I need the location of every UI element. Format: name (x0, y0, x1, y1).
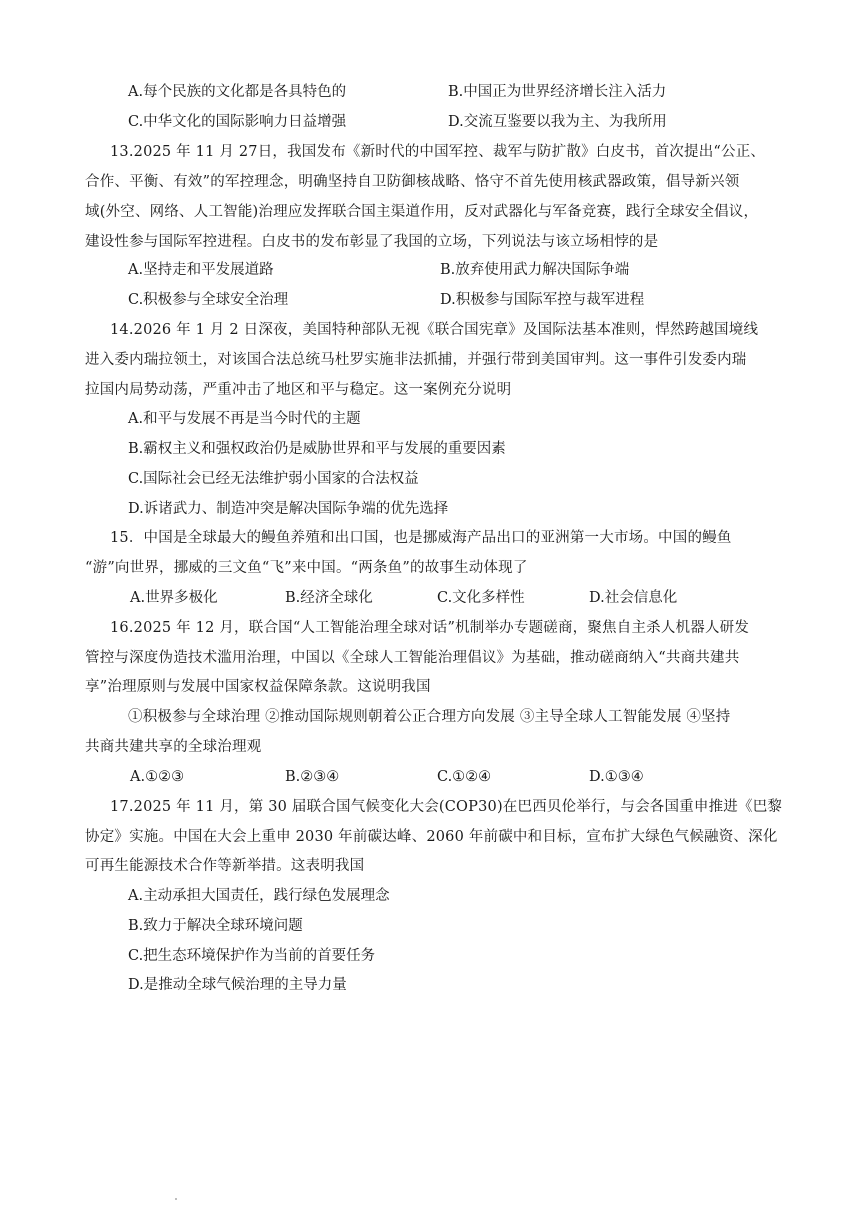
q17-stem-line: 17.2025 年 11 月，第 30 届联合国气候变化大会(COP30)在巴西贝伦举行，与会各国重申推进《巴黎 (110, 799, 783, 815)
q12-option-b: B.中国正为世界经济增长注入活力 (448, 84, 667, 100)
q16-option-d: D.①③④ (589, 769, 644, 785)
q15-option-c: C.文化多样性 (437, 590, 525, 606)
q14-option-a: A.和平与发展不再是当今时代的主题 (128, 411, 361, 427)
q17-option-d: D.是推动全球气候治理的主导力量 (128, 977, 347, 993)
q13-option-c: C.积极参与全球安全治理 (128, 292, 289, 308)
q13-stem-line: 建设性参与国际军控进程。白皮书的发布彰显了我国的立场，下列说法与该立场相悖的是 (85, 234, 659, 250)
q13-option-a: A.坚持走和平发展道路 (128, 262, 274, 278)
q17-stem-line: 协定》实施。中国在大会上重申 2030 年前碳达峰、2060 年前碳中和目标，宣布扩大绿色气候融资、深化 (85, 829, 778, 845)
q12-option-c: C.中华文化的国际影响力日益增强 (128, 114, 347, 130)
q14-option-b: B.霸权主义和强权政治仍是威胁世界和平与发展的重要因素 (128, 441, 506, 457)
q13-option-b: B.放弃使用武力解决国际争端 (440, 262, 630, 278)
q15-option-a: A.世界多极化 (130, 590, 218, 606)
q12-option-a: A.每个民族的文化都是各具特色的 (128, 84, 347, 100)
q16-statement-items: 共商共建共享的全球治理观 (85, 739, 262, 755)
q16-option-c: C.①②④ (437, 769, 492, 785)
q17-option-b: B.致力于解决全球环境问题 (128, 918, 303, 934)
scan-speck (175, 1198, 177, 1200)
q16-stem-line: 管控与深度伪造技术滥用治理，中国以《全球人工智能治理倡议》为基础，推动磋商纳入“共商共建共 (85, 650, 740, 666)
q16-statement-items: ①积极参与全球治理 ②推动国际规则朝着公正合理方向发展 ③主导全球人工智能发展 ④坚持 (128, 709, 731, 725)
q13-stem-line: 合作、平衡、有效”的军控理念，明确坚持自卫防御核战略、恪守不首先使用核武器政策，倡导新兴领 (85, 174, 740, 190)
q13-option-d: D.积极参与国际军控与裁军进程 (440, 292, 645, 308)
q14-option-c: C.国际社会已经无法维护弱小国家的合法权益 (128, 471, 419, 487)
q14-stem-line: 14.2026 年 1 月 2 日深夜，美国特种部队无视《联合国宪章》及国际法基本准则，悍然跨越国境线 (110, 322, 759, 338)
q16-stem-line: 16.2025 年 12 月，联合国“人工智能治理全球对话”机制举办专题磋商，聚焦自主杀人机器人研发 (110, 620, 750, 636)
q16-stem-line: 享”治理原则与发展中国家权益保障条款。这说明我国 (85, 679, 431, 695)
q13-stem-line: 13.2025 年 11 月 27日，我国发布《新时代的中国军控、裁军与防扩散》白皮书，首次提出“公正、 (110, 144, 766, 160)
q16-option-a: A.①②③ (130, 769, 185, 785)
q14-stem-line: 进入委内瑞拉领土，对该国合法总统马杜罗实施非法抓捕，并强行带到美国审判。这一事件引发委内瑞 (85, 352, 747, 368)
q12-option-d: D.交流互鉴要以我为主、为我所用 (448, 114, 667, 130)
q17-option-a: A.主动承担大国责任，践行绿色发展理念 (128, 888, 390, 904)
q17-option-c: C.把生态环境保护作为当前的首要任务 (128, 948, 376, 964)
q14-stem-line: 拉国内局势动荡，严重冲击了地区和平与稳定。这一案例充分说明 (85, 382, 512, 398)
q15-stem-line: “游”向世界，挪威的三文鱼“飞”来中国。“两条鱼”的故事生动体现了 (85, 560, 528, 576)
q15-option-b: B.经济全球化 (285, 590, 373, 606)
q16-option-b: B.②③④ (285, 769, 340, 785)
q17-stem-line: 可再生能源技术合作等新举措。这表明我国 (85, 858, 365, 874)
q15-stem-line: 15．中国是全球最大的鳗鱼养殖和出口国，也是挪威海产品出口的亚洲第一大市场。中国的鳗鱼 (110, 530, 732, 546)
q15-option-d: D.社会信息化 (589, 590, 678, 606)
q14-option-d: D.诉诸武力、制造冲突是解决国际争端的优先选择 (128, 501, 449, 517)
q13-stem-line: 域(外空、网络、人工智能)治理应发挥联合国主渠道作用，反对武器化与军备竞赛，践行全球安全倡议， (85, 204, 759, 220)
